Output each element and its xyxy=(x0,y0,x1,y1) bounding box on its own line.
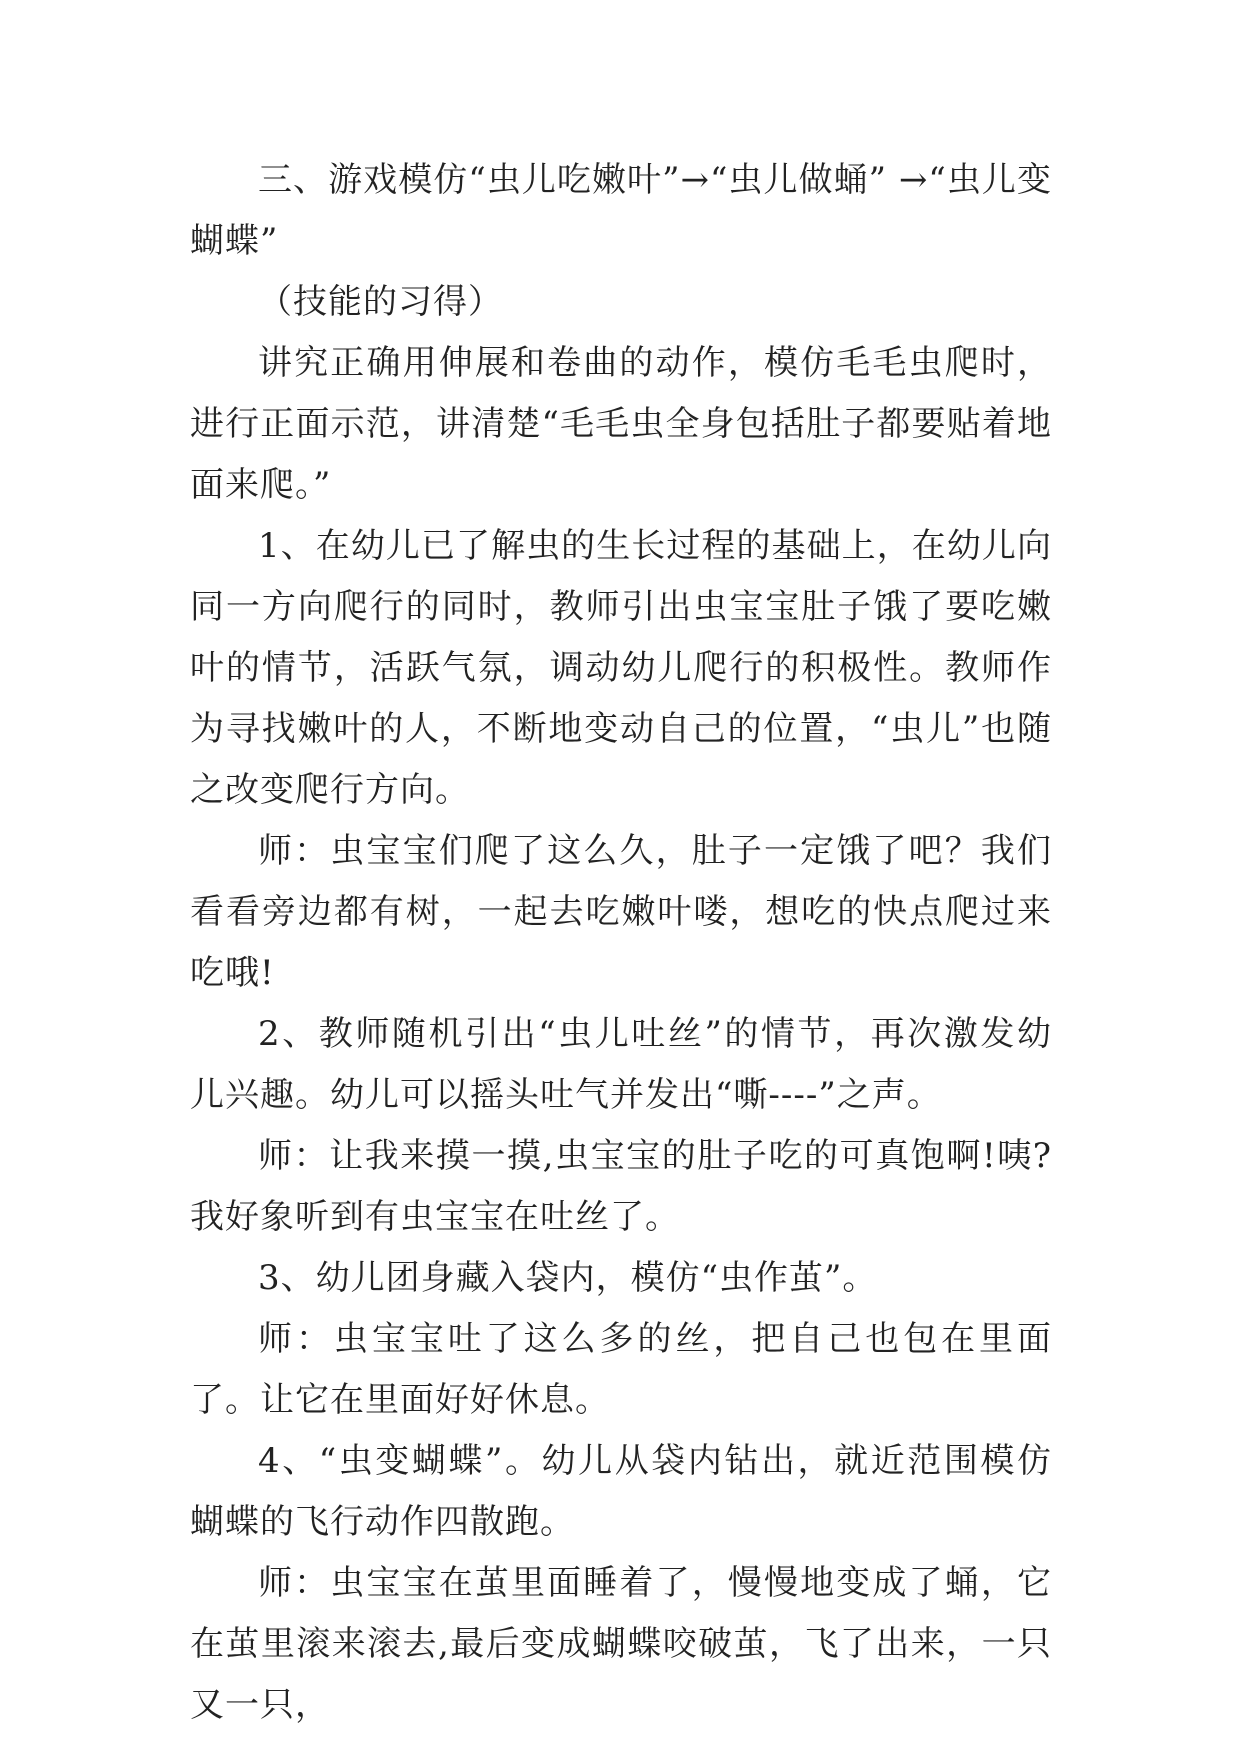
paragraph-teacher-line-2: 师：让我来摸一摸,虫宝宝的肚子吃的可真饱啊!咦?我好象听到有虫宝宝在吐丝了。 xyxy=(190,1136,1052,1237)
paragraph-step-3: 3、幼儿团身藏入袋内，模仿“虫作茧”。 xyxy=(258,1258,878,1298)
paragraph-teacher-line-1: 师：虫宝宝们爬了这么久，肚子一定饿了吧？我们看看旁边都有树，一起去吃嫩叶喽，想吃的快点爬过来吃哦! xyxy=(190,831,1052,993)
document-body xyxy=(190,150,1052,1736)
section-subheading: （技能的习得） xyxy=(258,282,503,322)
section-heading: 三、游戏模仿“虫儿吃嫩叶”→“虫儿做蛹” →“虫儿变蝴蝶” xyxy=(190,160,1052,261)
paragraph-teacher-line-3: 师：虫宝宝吐了这么多的丝，把自己也包在里面了。让它在里面好好休息。 xyxy=(190,1319,1052,1420)
paragraph-step-2: 2、教师随机引出“虫儿吐丝”的情节，再次激发幼儿兴趣。幼儿可以摇头吐气并发出“嘶----”之声。 xyxy=(190,1014,1052,1115)
paragraph-step-1: 1、在幼儿已了解虫的生长过程的基础上，在幼儿向同一方向爬行的同时，教师引出虫宝宝肚子饿了要吃嫩叶的情节，活跃气氛，调动幼儿爬行的积极性。教师作为寻找嫩叶的人，不断地变动自己的位置，“虫儿”也随之改变爬行方向。 xyxy=(190,526,1052,810)
paragraph-step-4: 4、“虫变蝴蝶”。幼儿从袋内钻出，就近范围模仿蝴蝶的飞行动作四散跑。 xyxy=(190,1441,1052,1542)
paragraph-teacher-line-4: 师：虫宝宝在茧里面睡着了，慢慢地变成了蛹，它在茧里滚来滚去,最后变成蝴蝶咬破茧，飞了出来，一只又一只， xyxy=(190,1563,1052,1725)
paragraph-demonstration: 讲究正确用伸展和卷曲的动作，模仿毛毛虫爬时，进行正面示范，讲清楚“毛毛虫全身包括肚子都要贴着地面来爬。” xyxy=(190,343,1052,505)
